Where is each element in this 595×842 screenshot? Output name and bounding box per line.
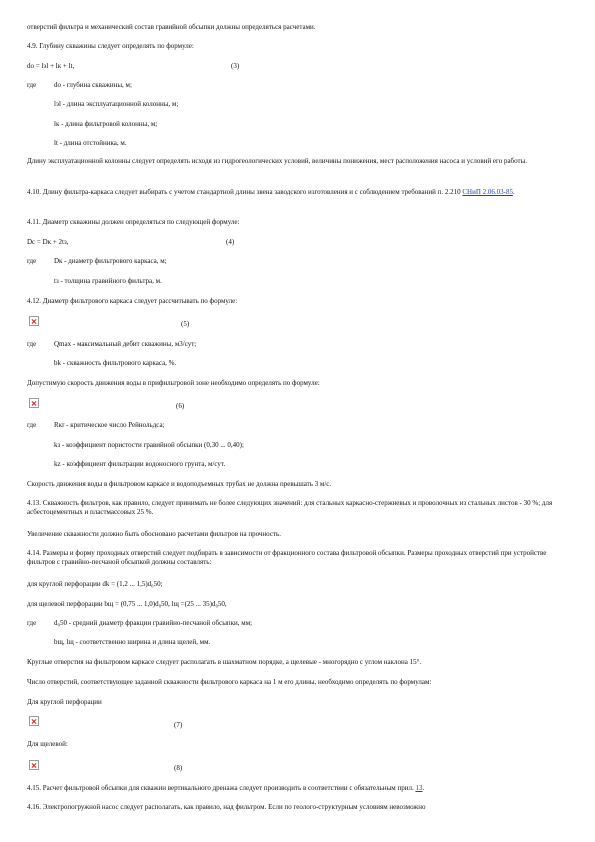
- definition: kz - коэффициент фильтрации водоносного грунта, м/сут.: [54, 460, 226, 468]
- paragraph: Увеличение скважности должно быть обосновано расчетами фильтров на прочность.: [27, 530, 281, 538]
- definition: Rкr - критическое число Рейнольдса;: [54, 421, 165, 429]
- formula-number: (3): [231, 62, 240, 70]
- broken-image-icon: [29, 760, 39, 770]
- paragraph: Число отверстий, соответствующее заданной скважности фильтрового каркаса на 1 м его длины, необходимо определять по формулам:: [27, 678, 432, 686]
- paragraph: 4.12. Диаметр фильтрового каркаса следует рассчитывать по формуле:: [27, 297, 238, 305]
- definition: bщ, lщ - соответственно ширина и длина щелей, мм.: [54, 638, 211, 646]
- where-label: где: [27, 619, 37, 627]
- paragraph: Для щелевой:: [27, 740, 68, 748]
- paragraph: Длину эксплуатационной колонны следует определять исходя из гидрогеологических условий, величины понижения, мест расположения насоса и условий его работы.: [27, 157, 528, 165]
- paragraph: отверстий фильтра и механический состав гравийной обсыпки должны определяться расчетами.: [27, 23, 316, 31]
- formula: do = lэl + lк + lt,: [27, 62, 75, 70]
- definition: lэl - длина эксплуатационной колонны, м;: [54, 100, 179, 108]
- paragraph: Круглые отверстия на фильтровом каркасе следует располагать в шахматном порядке, а щелевые - многорядно с углом наклона 15°.: [27, 658, 422, 666]
- where-label: где: [27, 81, 37, 89]
- appendix-link[interactable]: 13: [415, 784, 423, 792]
- definition: Dк - диаметр фильтрового каркаса, м;: [54, 257, 167, 265]
- paragraph: 4.9. Глубину скважины следует определять по формуле:: [27, 42, 194, 50]
- where-label: где: [27, 340, 37, 348]
- definition: d₀50 - средний диаметр фракции гравийно-песчаной обсыпки, мм;: [54, 619, 253, 627]
- paragraph: 4.16. Электропогружной насос следует располагать, как правило, над фильтром. Если по геолого-структурным условиям невозможно: [27, 803, 426, 811]
- definition: do - глубина скважины, м;: [54, 81, 132, 89]
- paragraph: 4.11. Диаметр скважины должен определяться по следующей формуле:: [27, 218, 240, 226]
- paragraph: 4.10. Длину фильтра-каркаса следует выбирать с учетом стандартной длины звена заводского изготовления и с соблюдением требований п. 2.210 СНиП 2.06.03-85.: [27, 188, 515, 196]
- definition: kз - коэффициент пористости гравийной обсыпки (0,30 ... 0,40);: [54, 441, 244, 449]
- paragraph: 4.13. Скважность фильтров, как правило, следует принимать не более следующих значений: для стальных каркасно-стержневых и проволочных из стальных листов - 30 %; для асбестоцементных и пластмассовых 25 %.: [27, 499, 553, 516]
- where-label: где: [27, 421, 37, 429]
- formula-number: (5): [181, 320, 190, 328]
- formula-number: (7): [174, 721, 183, 729]
- paragraph: 4.14. Размеры и форму проходных отверстий следует подбирать в зависимости от фракционного состава фильтровой обсыпки. Размеры проходных отверстий при устройстве фильтров с гравийно-песчаной обсыпкой должны составлять:: [27, 549, 547, 566]
- formula-number: (4): [226, 238, 235, 246]
- definition: tз - толщина гравийного фильтра, м.: [54, 277, 162, 285]
- paragraph: 4.15. Расчет фильтровой обсыпки для скважин вертикального дренажа следует производить в соответствии с обязательным прил. 13.: [27, 784, 425, 792]
- document-link[interactable]: СНиП 2.06.03-85: [462, 188, 513, 196]
- broken-image-icon: [29, 398, 39, 408]
- broken-image-icon: [29, 716, 39, 726]
- paragraph: Для круглой перфорации: [27, 698, 102, 706]
- where-label: где: [27, 257, 37, 265]
- formula-number: (6): [176, 402, 185, 410]
- formula: для щелевой перфорации bщ = (0,75 ... 1,0)d₀50, lщ =(25 ... 35)d₀50,: [27, 600, 227, 608]
- paragraph: Допустимую скорость движения воды в прифильтровой зоне необходимо определять по формуле:: [27, 379, 320, 387]
- formula-number: (8): [174, 764, 183, 772]
- definition: lt - длина отстойника, м.: [54, 139, 127, 147]
- formula: Dc = Dк + 2tз,: [27, 238, 69, 246]
- broken-image-icon: [29, 316, 39, 326]
- formula: для круглой перфорации dk = (1,2 ... 1,5)d₀50;: [27, 580, 163, 588]
- definition: lк - длина фильтровой колонны, м;: [54, 120, 158, 128]
- definition: Qmax - максимальный дебит скважины, м3/сут;: [54, 340, 197, 348]
- paragraph: Скорость движения воды в фильтровом каркасе и водоподъемных трубах не должна превышать 3 м/с.: [27, 480, 332, 488]
- definition: bk - скважность фильтрового каркаса, %.: [54, 359, 177, 367]
